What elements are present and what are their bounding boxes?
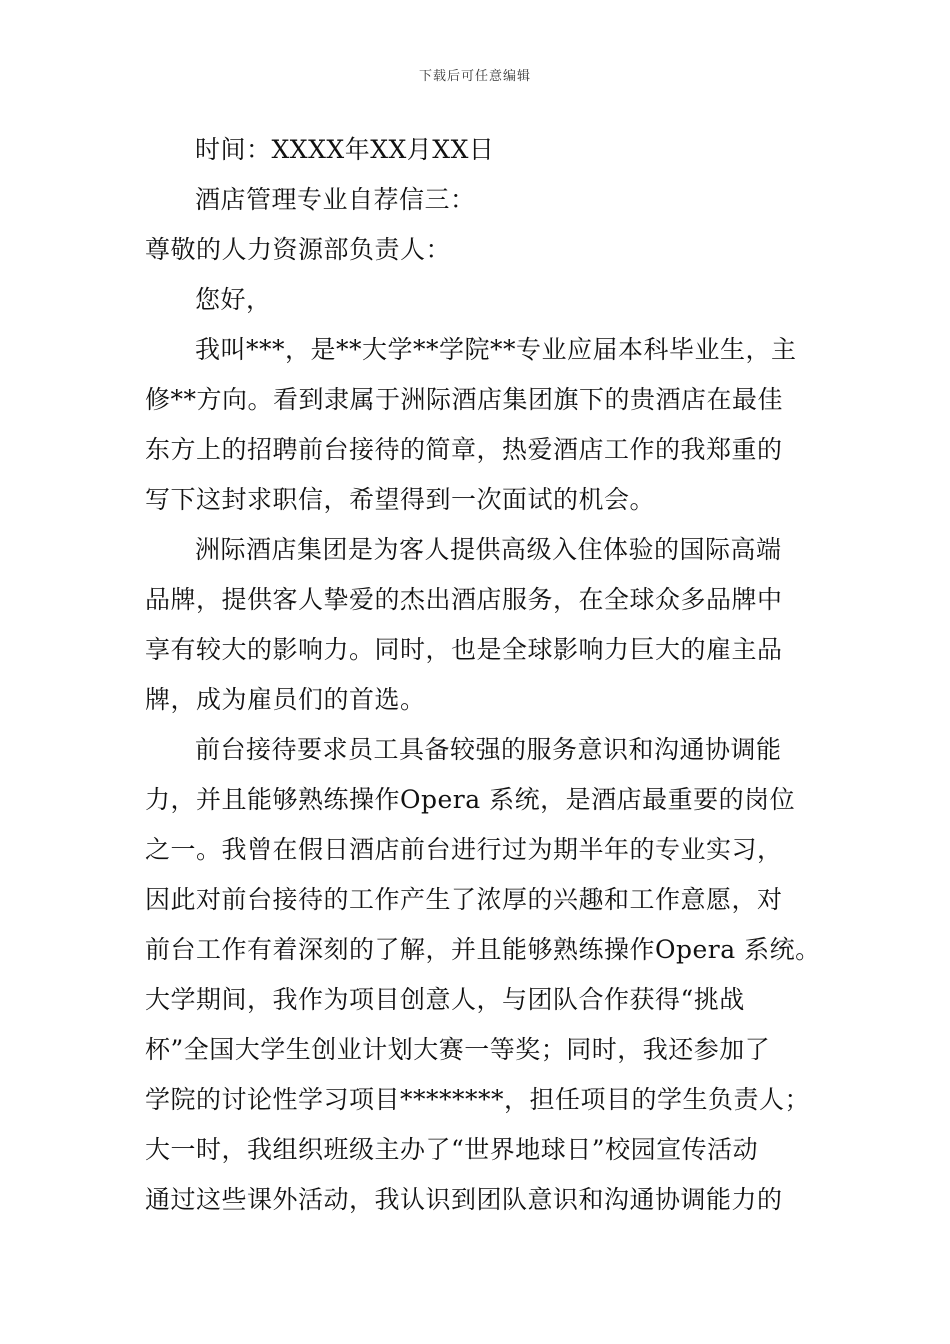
paragraph-3-line: 大学期间，我作为项目创意人，与团队合作获得“挑战: [145, 985, 745, 1014]
page-header: 下载后可任意编辑: [418, 69, 531, 84]
letter-title: 酒店管理专业自荐信三：: [195, 185, 476, 214]
paragraph-1-line: 写下这封求职信，希望得到一次面试的机会。: [145, 485, 656, 514]
date-line: 时间：XXXX年XX月XX日: [195, 135, 495, 164]
paragraph-1-line: 修**方向。看到隶属于洲际酒店集团旗下的贵酒店在最佳: [145, 385, 784, 414]
paragraph-2-line: 享有较大的影响力。同时，也是全球影响力巨大的雇主品: [145, 635, 783, 664]
paragraph-3-line: 通过这些课外活动，我认识到团队意识和沟通协调能力的: [145, 1185, 783, 1214]
paragraph-3-line: 因此对前台接待的工作产生了浓厚的兴趣和工作意愿，对: [145, 885, 783, 914]
paragraph-3-line: 前台接待要求员工具备较强的服务意识和沟通协调能: [195, 735, 782, 764]
paragraph-3-line: 学院的讨论性学习项目********，担任项目的学生负责人；: [145, 1085, 811, 1114]
salutation: 尊敬的人力资源部负责人：: [145, 235, 452, 264]
paragraph-2-line: 洲际酒店集团是为客人提供高级入住体验的国际高端: [195, 535, 782, 564]
paragraph-2-line: 牌，成为雇员们的首选。: [145, 685, 426, 714]
paragraph-1-line: 我叫***，是**大学**学院**专业应届本科毕业生，主: [195, 335, 797, 364]
paragraph-3-line: 之一。我曾在假日酒店前台进行过为期半年的专业实习，: [145, 835, 783, 864]
paragraph-1-line: 东方上的招聘前台接待的简章，热爱酒店工作的我郑重的: [145, 435, 783, 464]
paragraph-3-line: 杯”全国大学生创业计划大赛一等奖；同时，我还参加了: [145, 1035, 771, 1064]
paragraph-3-line: 力，并且能够熟练操作Opera 系统，是酒店最重要的岗位: [145, 785, 796, 814]
paragraph-3-line: 大一时，我组织班级主办了“世界地球日”校园宣传活动: [145, 1135, 759, 1164]
greeting: 您好，: [195, 285, 272, 314]
paragraph-3-line: 前台工作有着深刻的了解，并且能够熟练操作Opera 系统。: [145, 935, 821, 964]
paragraph-2-line: 品牌，提供客人挚爱的杰出酒店服务，在全球众多品牌中: [145, 585, 783, 614]
